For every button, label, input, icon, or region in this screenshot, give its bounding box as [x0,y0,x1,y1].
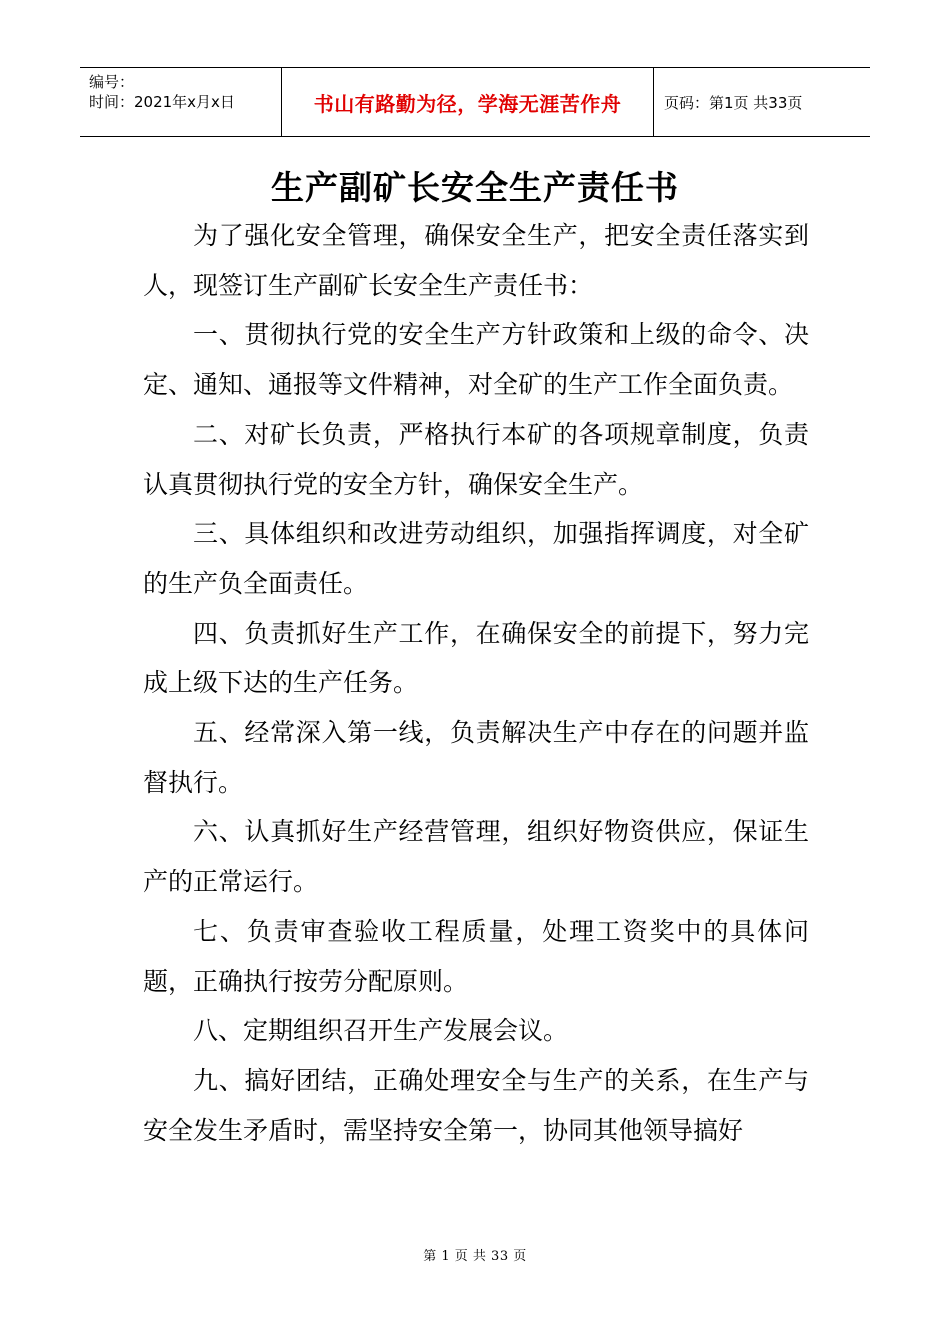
paragraph-9: 九、搞好团结，正确处理安全与生产的关系，在生产与安全发生矛盾时，需坚持安全第一，协同其他领导搞好 [143,1065,809,1145]
time-label: 时间：2021年x月x日 [89,93,235,111]
paragraph-4: 四、负责抓好生产工作，在确保安全的前提下，努力完成上级下达的生产任务。 [143,618,809,698]
document-title: 生产副矿长安全生产责任书 [271,168,679,207]
header-page-info: 页码：第1页 共33页 [664,93,803,112]
paragraph-2: 二、对矿长负责，严格执行本矿的各项规章制度，负责认真贯彻执行党的安全方针，确保安全生产。 [143,419,809,499]
paragraph-6: 六、认真抓好生产经营管理，组织好物资供应，保证生产的正常运行。 [143,817,809,897]
header-motto: 书山有路勤为径，学海无涯苦作舟 [281,68,654,136]
paragraph-3: 三、具体组织和改进劳动组织，加强指挥调度，对全矿的生产负全面责任。 [143,519,809,598]
paragraph-1: 一、贯彻执行党的安全生产方针政策和上级的命令、决定、通知、通报等文件精神，对全矿的生产工作全面负责。 [143,320,809,400]
document-body [143,211,809,1155]
paragraph-intro: 为了强化安全管理，确保安全生产，把安全责任落实到人，现签订生产副矿长安全生产责任书： [143,221,809,300]
header-meta [80,68,281,136]
paragraph-8: 八、定期组织召开生产发展会议。 [193,1016,569,1046]
page-footer: 第 1 页 共 33 页 [423,1249,527,1264]
document-header [80,67,870,137]
paragraph-5: 五、经常深入第一线，负责解决生产中存在的问题并监督执行。 [143,718,809,797]
paragraph-7: 七、负责审查验收工程质量，处理工资奖中的具体问题，正确执行按劳分配原则。 [143,916,809,996]
number-label: 编号： [89,73,135,91]
